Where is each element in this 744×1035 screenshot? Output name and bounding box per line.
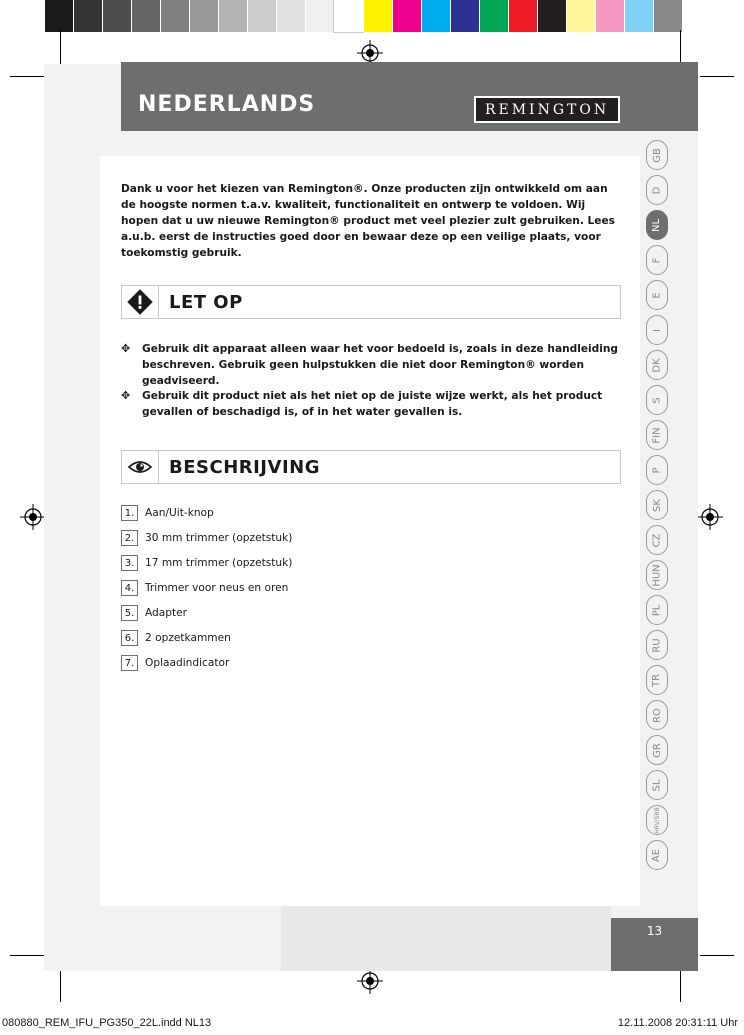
crop-mark bbox=[60, 968, 61, 1002]
item-text: 2 opzetkammen bbox=[145, 632, 231, 644]
slug-date: 12.11.2008 20:31:11 Uhr bbox=[617, 1017, 738, 1029]
page-title: NEDERLANDS bbox=[138, 92, 316, 117]
bullet-icon: ✥ bbox=[121, 342, 131, 355]
language-tab-label: PL bbox=[651, 604, 663, 616]
color-swatch bbox=[537, 0, 566, 32]
color-swatch bbox=[508, 0, 537, 32]
registration-mark-left bbox=[20, 504, 46, 530]
item-number: 3. bbox=[121, 555, 138, 571]
language-tab-label: GB bbox=[651, 147, 663, 163]
section-let-op bbox=[121, 285, 621, 319]
list-item bbox=[121, 579, 288, 597]
color-swatch bbox=[189, 0, 218, 32]
crop-mark bbox=[700, 955, 734, 956]
language-tab-tr[interactable] bbox=[646, 665, 668, 695]
brand-logo bbox=[474, 96, 620, 123]
crop-mark bbox=[680, 968, 681, 1002]
language-tab-pl[interactable] bbox=[646, 595, 668, 625]
color-swatch bbox=[160, 0, 189, 32]
language-tab-label: TR bbox=[651, 673, 663, 687]
color-swatch bbox=[653, 0, 682, 32]
color-swatch bbox=[479, 0, 508, 32]
item-text: 30 mm trimmer (opzetstuk) bbox=[145, 532, 293, 544]
list-item bbox=[121, 554, 292, 572]
language-tab-ro[interactable] bbox=[646, 700, 668, 730]
color-swatch bbox=[102, 0, 131, 32]
bullet-text: Gebruik dit product niet als het niet op de juiste wijze werkt, als het product gevallen of beschadigd is, of in het water gevallen is. bbox=[142, 390, 603, 418]
language-tab-gb[interactable] bbox=[646, 140, 668, 170]
page-number: 13 bbox=[646, 924, 663, 938]
language-tab-label: DK bbox=[651, 357, 663, 373]
warning-bullet bbox=[121, 341, 621, 389]
registration-mark-bottom bbox=[357, 968, 383, 994]
bullet-text: Gebruik dit apparaat alleen waar het voor bedoeld is, zoals in deze handleiding beschreven. Gebruik geen hulpstukken die niet door Remington® worden geadviseerd. bbox=[142, 343, 619, 387]
language-tab-label: F bbox=[651, 257, 663, 263]
section-title: LET OP bbox=[169, 291, 243, 313]
color-swatch bbox=[421, 0, 450, 32]
language-tab-nl[interactable] bbox=[646, 210, 668, 240]
language-tabs bbox=[640, 140, 678, 875]
list-item bbox=[121, 529, 292, 547]
color-swatch bbox=[305, 0, 334, 32]
color-swatch bbox=[624, 0, 653, 32]
language-tab-label: CZ bbox=[651, 533, 663, 547]
language-tab-label: RO bbox=[651, 707, 663, 723]
color-swatch bbox=[247, 0, 276, 32]
list-item bbox=[121, 629, 231, 647]
section-beschrijving bbox=[121, 450, 621, 484]
language-tab-label: AE bbox=[651, 848, 663, 862]
section-title: BESCHRIJVING bbox=[169, 456, 320, 478]
language-tab-e[interactable] bbox=[646, 280, 668, 310]
language-tab-label: E bbox=[651, 291, 663, 299]
color-swatch bbox=[363, 0, 392, 32]
language-tab-label: HRV/SRB bbox=[653, 806, 661, 834]
color-swatch bbox=[595, 0, 624, 32]
bullet-icon: ✥ bbox=[121, 389, 131, 402]
language-tab-ae[interactable] bbox=[646, 840, 668, 870]
color-swatch bbox=[73, 0, 102, 32]
list-item bbox=[121, 604, 187, 622]
list-item bbox=[121, 504, 214, 522]
registration-mark-right bbox=[697, 504, 723, 530]
crop-mark bbox=[10, 76, 44, 77]
list-item bbox=[121, 654, 229, 672]
item-number: 2. bbox=[121, 530, 138, 546]
language-tab-ru[interactable] bbox=[646, 630, 668, 660]
color-swatch bbox=[276, 0, 305, 32]
item-number: 4. bbox=[121, 580, 138, 596]
crop-mark bbox=[700, 76, 734, 77]
eye-icon bbox=[122, 451, 159, 483]
language-tab-label: D bbox=[651, 186, 663, 194]
item-number: 5. bbox=[121, 605, 138, 621]
color-swatch bbox=[450, 0, 479, 32]
language-tab-label: S bbox=[651, 396, 663, 404]
crop-mark bbox=[10, 955, 44, 956]
language-tab-sl[interactable] bbox=[646, 770, 668, 800]
language-tab-s[interactable] bbox=[646, 385, 668, 415]
language-tab-cz[interactable] bbox=[646, 525, 668, 555]
item-text: Oplaadindicator bbox=[145, 657, 230, 669]
language-tab-hrv-srb[interactable] bbox=[646, 805, 668, 835]
color-swatch bbox=[218, 0, 247, 32]
color-swatch bbox=[566, 0, 595, 32]
language-tab-gr[interactable] bbox=[646, 735, 668, 765]
item-text: Adapter bbox=[145, 607, 188, 619]
language-tab-f[interactable] bbox=[646, 245, 668, 275]
intro-paragraph: Dank u voor het kiezen van Remington®. Onze producten zijn ontwikkeld om aan de hoogste normen t.a.v. kwaliteit, functionaliteit en ontwerp te voldoen. Wij hopen dat u uw nieuwe Remington® product met veel plezier zult gebruiken. Lees a.u.b. eerst de instructies goed door en bewaar deze op een veilige plaats, voor toekomstig gebruik. bbox=[121, 183, 615, 259]
language-tab-sk[interactable] bbox=[646, 490, 668, 520]
crop-mark bbox=[60, 30, 61, 64]
warning-icon bbox=[122, 286, 159, 318]
language-tab-label: SK bbox=[651, 498, 663, 512]
language-tab-fin[interactable] bbox=[646, 420, 668, 450]
item-text: Aan/Uit-knop bbox=[145, 507, 214, 519]
color-swatch bbox=[44, 0, 73, 32]
item-text: 17 mm trimmer (opzetstuk) bbox=[145, 557, 293, 569]
language-tab-label: NL bbox=[651, 218, 663, 232]
language-tab-label: FIN bbox=[651, 426, 663, 444]
language-tab-label: GR bbox=[651, 742, 663, 758]
color-swatch bbox=[131, 0, 160, 32]
item-text: Trimmer voor neus en oren bbox=[145, 582, 289, 594]
language-tab-label: I bbox=[651, 328, 663, 332]
color-swatch bbox=[392, 0, 421, 32]
language-tab-hun[interactable] bbox=[646, 560, 668, 590]
crop-mark bbox=[680, 30, 681, 64]
brand-logo-text: REMINGTON bbox=[476, 98, 618, 121]
language-tab-label: P bbox=[651, 466, 663, 474]
item-number: 7. bbox=[121, 655, 138, 671]
item-number: 6. bbox=[121, 630, 138, 646]
language-tab-i[interactable] bbox=[646, 315, 668, 345]
language-tab-label: RU bbox=[651, 637, 663, 653]
language-tab-dk[interactable] bbox=[646, 350, 668, 380]
slug-file: 080880_REM_IFU_PG350_22L.indd NL13 bbox=[2, 1017, 212, 1029]
footer-bar bbox=[281, 906, 611, 971]
warning-bullet bbox=[121, 388, 621, 420]
color-swatch bbox=[334, 0, 363, 32]
item-number: 1. bbox=[121, 505, 138, 521]
language-tab-d[interactable] bbox=[646, 175, 668, 205]
language-tab-p[interactable] bbox=[646, 455, 668, 485]
language-tab-label: HUN bbox=[651, 563, 663, 587]
language-tab-label: SL bbox=[651, 779, 663, 791]
